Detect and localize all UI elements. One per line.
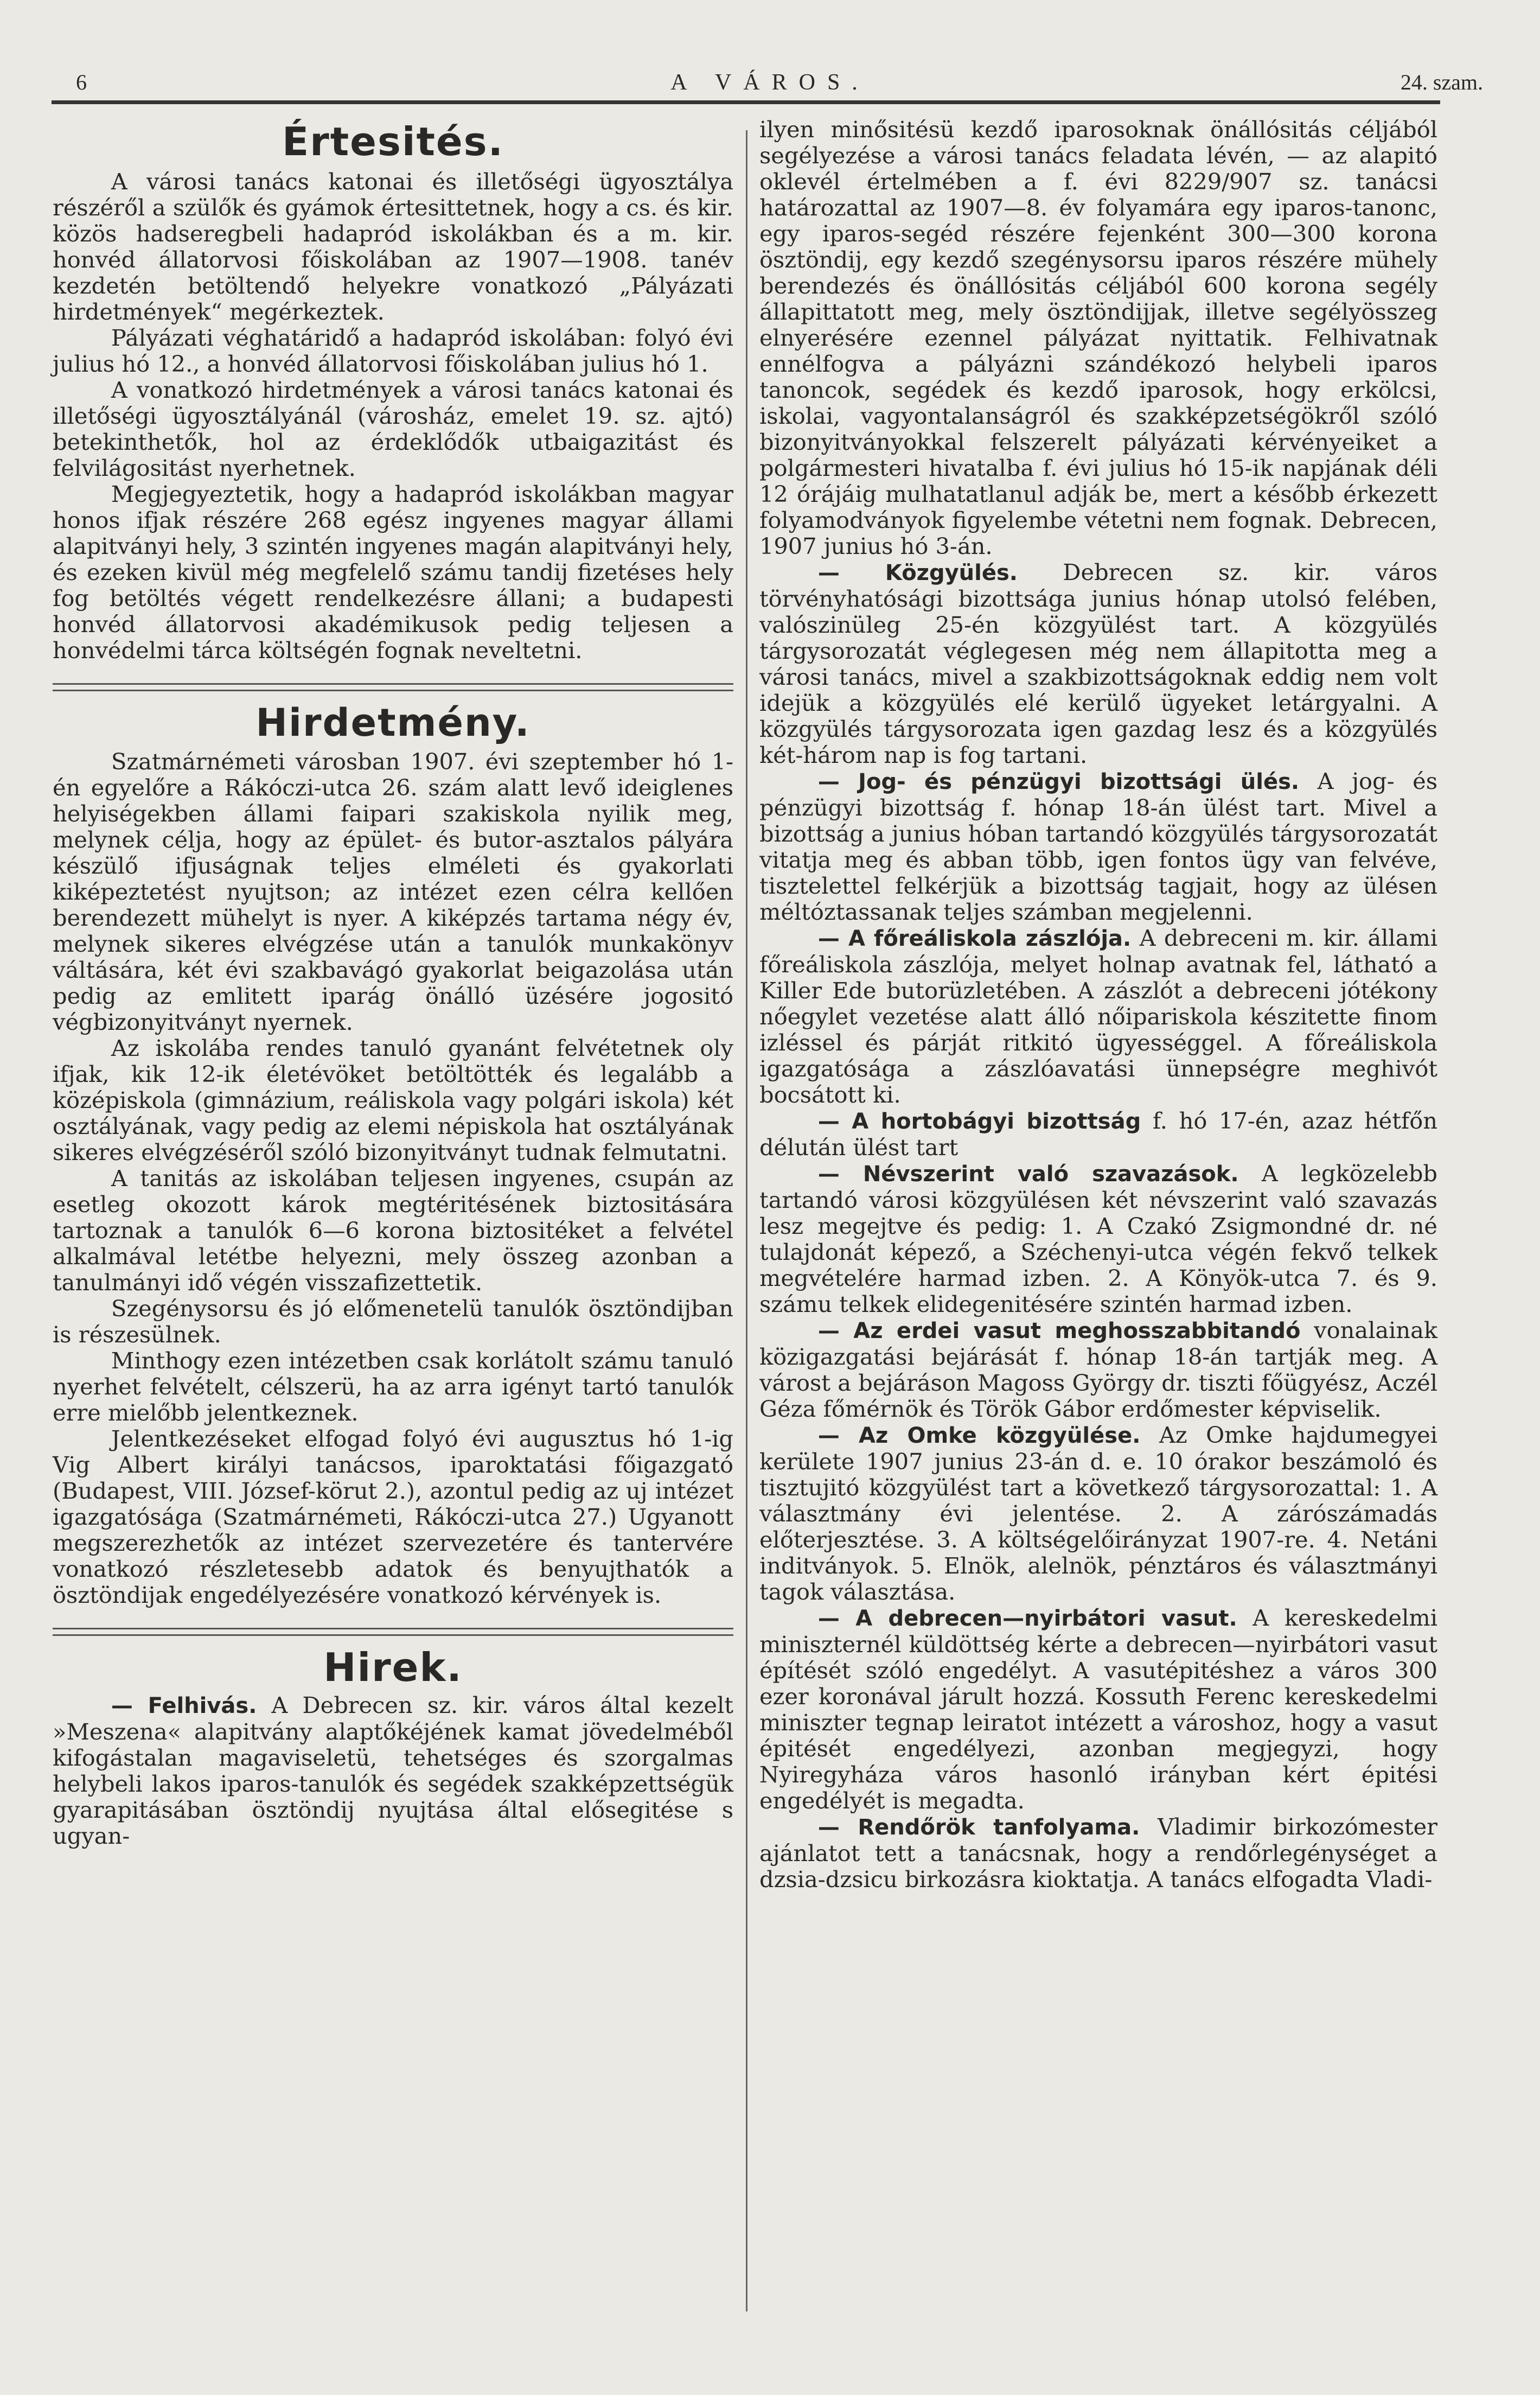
masthead: A VÁROS. [670, 70, 870, 95]
ertesites-paragraph: A városi tanács katonai és illetőségi ügyosztálya részéről a szülők és gyámok értesittetnek, hogy a cs. és kir. közös hadseregbeli hadapród iskolákban és a m. kir. honvéd állatorvosi főiskolában az 1907—1908. tanév kezdetén betöltendő helyekre vonatkozó „Pályázati hirdetmények“ megérkeztek. [53, 168, 733, 325]
news-item-rendorok [759, 1814, 1437, 1893]
news-item-omke [759, 1422, 1437, 1605]
news-text: A jog- és pénzügyi bizottság f. hónap 18-án ülést tart. Mivel a bizottság a junius hóban tartandó közgyülés tárgysorozatát vitatja meg és abban több, igen fontos ügy van felvéve, tisztelettel felkérjük a bizottság tagjait, hogy az ülésen méltóztassanak teljes számban megjelenni. [759, 768, 1437, 925]
news-lead: — Jog- és pénzügyi bizottsági ülés. [817, 769, 1300, 794]
news-text: A kereskedelmi miniszternél küldöttség kérte a debrecen—nyirbátori vasut építését szóló engedélyt. A vasutépitéshez a város 300 ezer koronával járult hozzá. Kossuth Ferenc kereskedelmi miniszter tegnap leiratot intézett a városhoz, hogy a vasut épitését engedélyezi, azonban megjegyzi, hogy Nyiregyháza város hasonló irányban kért épitési engedélyét is megadta. [759, 1604, 1438, 1814]
news-item-nevszerint [759, 1161, 1437, 1317]
continued-paragraph: ilyen minősitésü kezdő iparosoknak önállósitás céljából segélyezése a városi tanács feladata lévén, — az alapitó oklevél értelmében a f. évi 8229/907 sz. tanácsi határozattal az 1907—8. év folyamára egy iparos-tanonc, egy iparos-segéd részére fejenként 300—300 korona ösztöndij, egy kezdő szegénysorsu iparos részére mühely berendezés és önállósitás céljából 600 korona segély állapittatott meg, mely ösztöndijjak, illetve segélyösszeg elnyerésére ezennel pályázat nyittatik. Felhivatnak ennélfogva a pályázni szándékozó helybeli iparos tanoncok, segédek és kezdő iparosok, hogy erkölcsi, iskolai, vagyontalanságról és szakképzetségökről szóló bizonyitványokkal felszerelt pályázati kérvényeiket a polgármesteri hivatalba f. évi julius hó 15-ik napjának déli 12 órájáig mulhatatlanul adják be, mert a később érkezett folyamodványok figyelembe vétetni nem fognak. Debrecen, 1907 junius hó 3-án. [759, 116, 1437, 559]
left-column [53, 117, 733, 1849]
news-item-vasut [759, 1605, 1437, 1814]
news-text: A legközelebb tartandó városi közgyülésen két névszerint való szavazás lesz megejtve és pedig: 1. A Czakó Zsigmondné dr. né tulajdonát képező, a Széchenyi-utca végén fekvő telkek megvételére harmad izben. 2. A Könyök-utca 7. és 9. számu telkek elidegenitésére szintén harmad izben. [759, 1160, 1437, 1317]
news-text: Az Omke hajdumegyei kerülete 1907 junius 23-án d. e. 10 órakor beszámoló és tisztujitó közgyülést tart a következő tárgysorozattal: 1. A választmány évi jelentése. 2. A zárószámadás előterjesztése. 3. A költségelőirányzat 1907-re. 4. Netáni inditványok. 5. Elnök, alelnök, pénztáros és választmányi tagok választása. [759, 1422, 1437, 1605]
hirdetmeny-paragraph: Szegénysorsu és jó előmenetelü tanulók ösztöndijban is részesülnek. [53, 1295, 733, 1348]
news-lead: — Rendőrök tanfolyama. [817, 1815, 1140, 1840]
news-text: vonalainak közigazgatási bejárását f. hónap 18-án tartják meg. A várost a bejáráson Magoss György dr. tiszti főügyész, Aczél Géza főmérnök és Török Gábor erdőmester képviselik. [759, 1317, 1437, 1422]
running-header [52, 69, 1488, 102]
news-lead: — A főreáliskola zászlója. [817, 926, 1132, 951]
news-item-jog [759, 768, 1437, 925]
ertesites-paragraph: A vonatkozó hirdetmények a városi tanács katonai és illetőségi ügyosztályánál (városház, emelet 19. sz. ajtó) betekinthetők, hol az érdeklődők utbaigazitást és felvilágositást nyerhetnek. [53, 377, 733, 481]
hirdetmeny-paragraph: Jelentkezéseket elfogad folyó évi augusztus hó 1-ig Vig Albert királyi tanácsos, iparoktatási főigazgató (Budapest, VIII. József-körut 2.), azontul pedig az uj intézet igazgatósága (Szatmárnémeti, Rákóczi-utca 27.) Ugyanott megszerezhetők az intézet szervezetére és tantervére vonatkozó részletesebb adatok és benyujthatók a ösztöndijak engedélyezésére vonatkozó kérvények is. [53, 1425, 733, 1608]
news-item-kozgyules [759, 559, 1437, 768]
page-number: 6 [76, 70, 88, 94]
news-item-felhivas [53, 1692, 733, 1849]
hirek-title: Hirek. [323, 1645, 463, 1690]
ertesites-paragraph: Pályázati véghatáridő a hadapród iskolában: folyó évi julius hó 12., a honvéd állatorvosi főiskolában julius hó 1. [53, 324, 733, 377]
section-divider [53, 683, 733, 691]
column-rule [746, 130, 747, 2311]
news-lead: — A debrecen—nyirbátori vasut. [817, 1606, 1237, 1631]
ertesites-paragraph: Megjegyeztetik, hogy a hadapród iskolákban magyar honos ifjak részére 268 egész ingyenes magyar állami alapitványi hely, 3 szintén ingyenes magán alapitványi hely, és ezeken kivül még megfelelő számu tandij fizetéses hely fog betöltés végett rendelkezésre állani; a budapesti honvéd állatorvosi akadémikusok pedig teljesen a honvédelmi tárca költségén fognak neveltetni. [53, 481, 733, 664]
hirdetmeny-paragraph: Szatmárnémeti városban 1907. évi szeptember hó 1-én egyelőre a Rákóczi-utca 26. szám alatt levő ideiglenes helyiségekben állami faipari szakiskola nyilik meg, melynek célja, hogy az épület- és butor-asztalos pályára készülő ifjuságnak teljes elméleti és gyakorlati kiképeztetést nyujtson; az intézet ezen célra kellően berendezett mühelyt is nyer. A kiképzés tartama négy év, melynek sikeres elvégzése után a tanulók munkakönyv váltására, két évi szakbavágó gyakorlat beigazolása után pedig az emlitett iparág önálló üzésére jogositó végbizonyitványt nyernek. [53, 748, 733, 1035]
right-column [759, 117, 1437, 1893]
news-lead: — Közgyülés. [817, 560, 1018, 585]
ertesites-title: Értesités. [282, 119, 504, 164]
hirdetmeny-title: Hirdetmény. [255, 700, 531, 745]
news-lead: — Felhivás. [111, 1693, 257, 1718]
issue-number: 24. szam. [1400, 70, 1483, 94]
news-text: Vladimir birkozómester ajánlatot tett a tanácsnak, hogy a rendőrlegénységet a dzsia-dzsicu birkozásra kioktatja. A tanács elfogadta Vladi- [759, 1813, 1437, 1893]
news-item-erdei-vasut [759, 1317, 1437, 1422]
news-lead: — Névszerint való szavazások. [817, 1162, 1239, 1187]
news-lead: — Az Omke közgyülése. [817, 1423, 1141, 1448]
news-lead: — A hortobágyi bizottság [817, 1109, 1141, 1134]
header-rule [52, 100, 1440, 104]
hirdetmeny-paragraph: Minthogy ezen intézetben csak korlátolt számu tanuló nyerhet felvételt, célszerü, ha az arra igényt tartó tanulók erre mielőbb jelentkeznek. [53, 1347, 733, 1426]
news-text: Debrecen sz. kir. város törvényhatósági bizottsága junius hónap utolsó felében, valószinüleg 25-én közgyülést tart. A közgyülés tárgysorozatát véglegesen még nem állapitotta meg a városi tanács, mivel a szakbizottságoknak eddig nem volt idejük a közgyülés elé kerülő ügyeket letárgyalni. A közgyülés tárgysorozata igen gazdag lesz és a közgyülés két-három nap is fog tartani. [759, 559, 1437, 768]
section-divider [53, 1628, 733, 1636]
news-lead: — Az erdei vasut meghosszabbitandó [817, 1318, 1301, 1343]
news-text: f. hó 17-én, azaz hétfőn délután ülést tart [759, 1107, 1437, 1161]
news-text: A debreceni m. kir. állami főreáliskola zászlója, melyet holnap avatnak fel, látható a Killer Ede butorüzletében. A zászlót a debreceni jótékony nőegylet vezetése alatt álló nőipariskola készitette finom izléssel és párját ritkitó ügyességgel. A főreáliskola igazgatósága a zászlóavatási ünnepségre meghivót bocsátott ki. [759, 925, 1437, 1108]
hirdetmeny-paragraph: Az iskolába rendes tanuló gyanánt felvétetnek oly ifjak, kik 12-ik életévöket betöltötték és legalább a középiskola (gimnázium, reáliskola vagy polgári iskola) két osztályának, vagy pedig az elemi népiskola hat osztályának sikeres elvégzéséről szóló bizonyitványt tudnak felmutatni. [53, 1035, 733, 1165]
news-item-hortobagy [759, 1108, 1437, 1161]
news-item-forealiskola [759, 925, 1437, 1108]
hirdetmeny-paragraph: A tanitás az iskolában teljesen ingyenes, csupán az esetleg okozott károk megtéritésének biztositására tartoznak a tanulók 6—6 korona biztositéket a felvétel alkalmával letétbe helyezni, mely összeg azonban a tanulmányi idő végén visszafizettetik. [53, 1165, 733, 1296]
news-text: A Debrecen sz. kir. város által kezelt »Meszena« alapitvány alaptőkéjének kamat jövedelméből kifogástalan magaviseletü, tehetséges és szorgalmas helybeli lakos iparos-tanulók és segédek szakképzettségük gyarapitásában ösztöndij nyujtása által elősegitése s ugyan- [53, 1692, 733, 1849]
